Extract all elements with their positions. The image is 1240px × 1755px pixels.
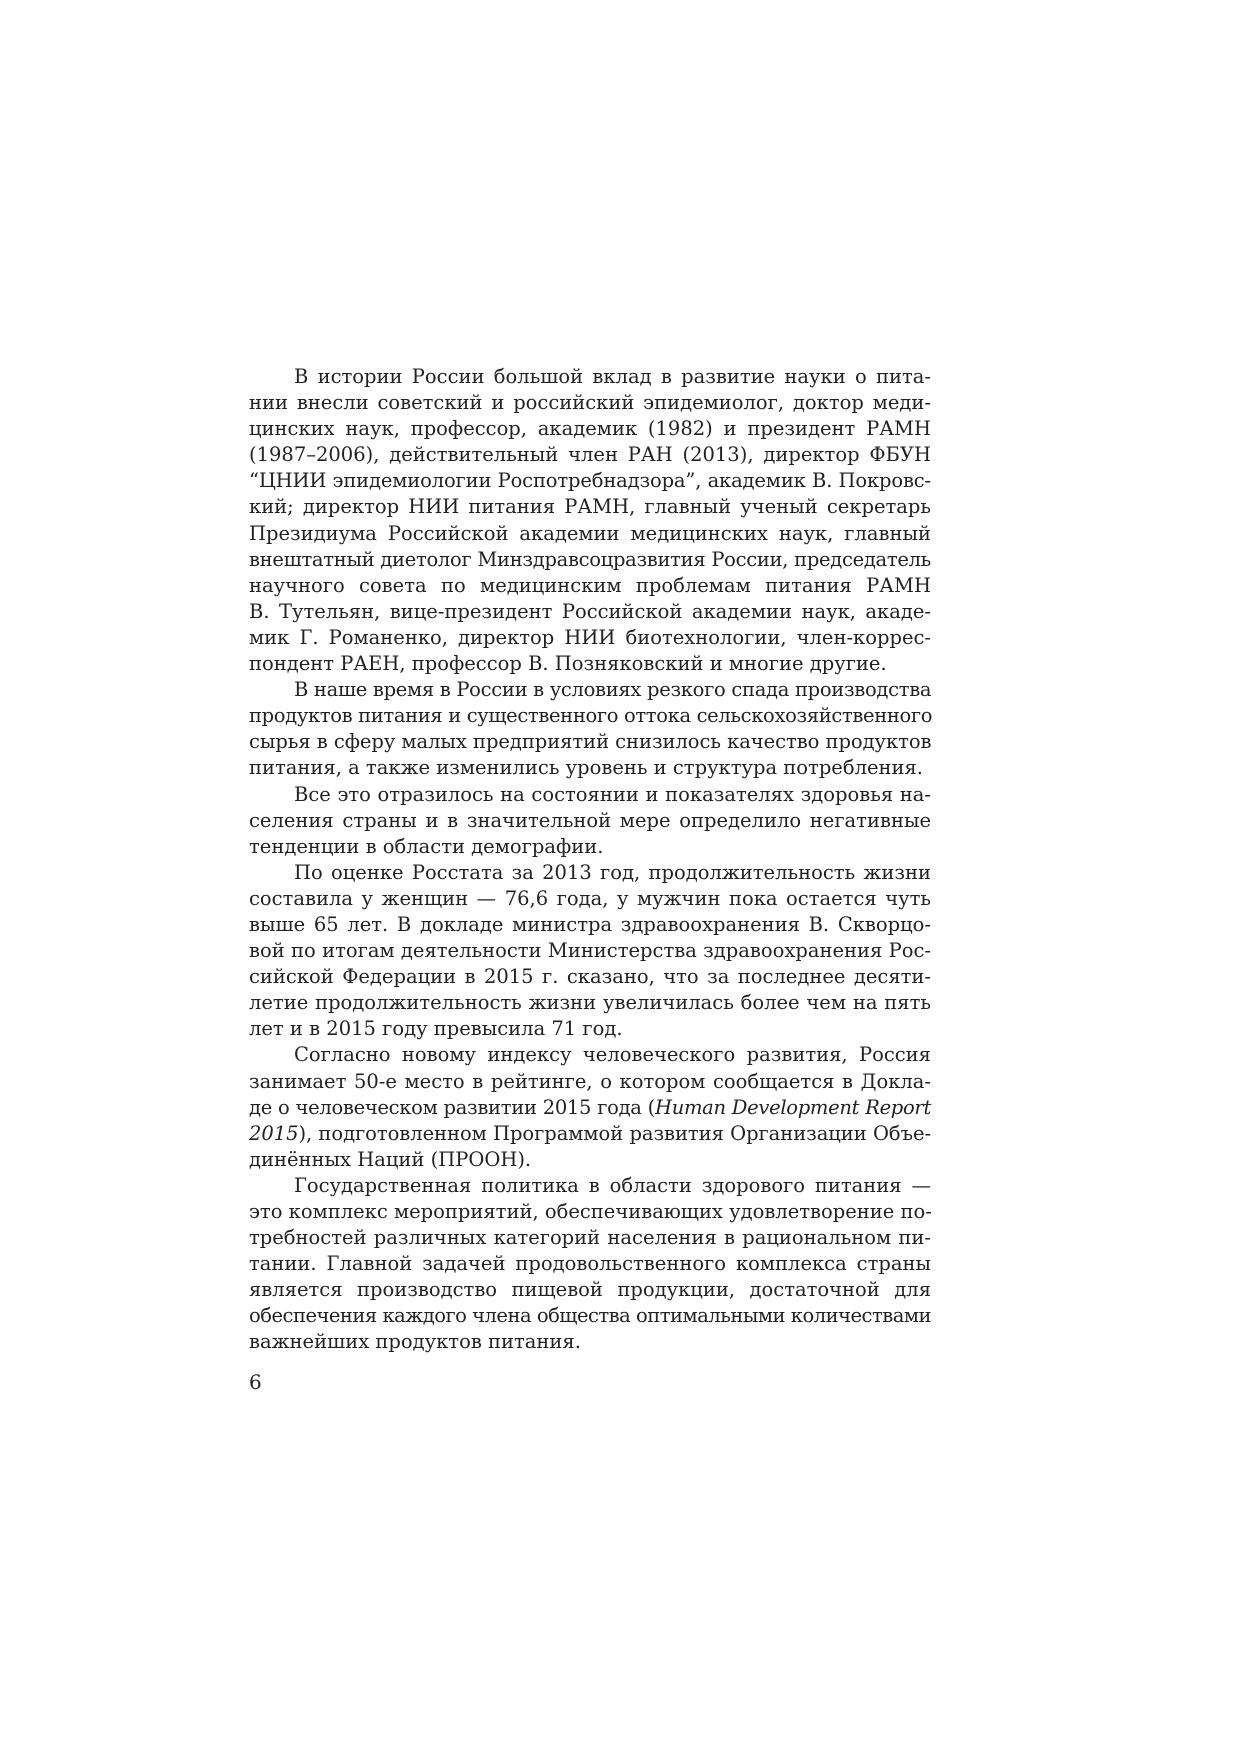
page-number: 6 xyxy=(249,1370,262,1394)
text-line: требностей различных категорий населения в рациональном пи- xyxy=(249,1226,931,1250)
text-line: В истории России большой вклад в развитие науки о пита- xyxy=(294,365,931,388)
text-line: В наше время в России в условиях резкого спада производства xyxy=(294,678,932,702)
text-line: вой по итогам деятельности Министерства здравоохранения Рос- xyxy=(249,939,931,963)
text-line: Согласно новому индексу человеческого развития, Россия xyxy=(294,1043,931,1067)
text-line: летие продолжительность жизни увеличилась более чем на пять xyxy=(249,991,931,1015)
paragraph xyxy=(249,782,931,860)
italic-report-year: 2015 xyxy=(249,1121,299,1145)
text-line: является производство пищевой продукции, достаточной для xyxy=(249,1278,931,1302)
text-line: Президиума Российской академии медицинских наук, главный xyxy=(249,521,931,545)
text-line: кий; директор НИИ питания РАМН, главный ученый секретарь xyxy=(249,495,931,519)
text-line: По оценке Росстата за 2013 год, продолжительность жизни xyxy=(294,860,931,884)
text-line: выше 65 лет. В докладе министра здравоохранения В. Скворцо- xyxy=(249,912,931,936)
text-line: пондент РАЕН, профессор В. Позняковский и многие другие. xyxy=(249,652,887,676)
text-line: это комплекс мероприятий, обеспечивающих удовлетворение по- xyxy=(249,1200,932,1223)
paragraph xyxy=(249,677,931,781)
text-line: мик Г. Романенко, директор НИИ биотехнологии, член-коррес- xyxy=(249,625,931,649)
text-line: “ЦНИИ эпидемиологии Роспотребнадзора”, академик В. Покровс- xyxy=(249,469,931,493)
text-line: цинских наук, профессор, академик (1982) и президент РАМН xyxy=(249,417,931,441)
text-line xyxy=(249,1095,931,1121)
text-segment: де о человеческом развитии 2015 года ( xyxy=(249,1095,655,1119)
text-line: сийской Федерации в 2015 г. сказано, что за последнее десяти- xyxy=(249,965,931,989)
text-line: селения страны и в значительной мере определило негативные xyxy=(249,808,931,832)
body-text xyxy=(249,364,931,1356)
text-line: продуктов питания и существенного оттока сельскохозяйственного xyxy=(249,704,933,728)
text-line: занимает 50-е место в рейтинге, о котором сообщается в Докла- xyxy=(249,1069,931,1093)
text-line: обеспечения каждого члена общества оптимальными количествами xyxy=(249,1304,931,1328)
text-line: научного совета по медицинским проблемам питания РАМН xyxy=(249,573,931,597)
text-line: В. Тутельян, вице-президент Российской академии наук, акаде- xyxy=(249,599,931,623)
paragraph xyxy=(249,860,931,1043)
text-line: нии внесли советский и российский эпидемиолог, доктор меди- xyxy=(249,391,931,415)
text-segment: ), подготовленном Программой развития Организации Объе- xyxy=(298,1121,931,1145)
paragraph xyxy=(249,364,931,677)
paragraph xyxy=(249,1173,931,1356)
text-line: Государственная политика в области здорового питания — xyxy=(294,1173,931,1197)
text-line: лет и в 2015 году превысила 71 год. xyxy=(249,1017,623,1041)
text-line: важнейших продуктов питания. xyxy=(249,1330,581,1354)
text-line: тенденции в области демографии. xyxy=(249,834,604,858)
text-line: составила у женщин — 76,6 года, у мужчин пока остается чуть xyxy=(249,886,931,910)
text-line: (1987–2006), действительный член РАН (2013), директор ФБУН xyxy=(249,443,931,467)
italic-report-title: Human Development Report xyxy=(654,1095,931,1119)
text-line: тании. Главной задачей продовольственного комплекса страны xyxy=(249,1252,931,1276)
text-line: питания, а также изменились уровень и структура потребления. xyxy=(249,756,924,780)
text-line: динённых Наций (ПРООН). xyxy=(249,1147,532,1171)
paragraph xyxy=(249,1042,931,1172)
text-line xyxy=(249,1121,931,1147)
text-line: внештатный диетолог Минздравсоцразвития России, председатель xyxy=(249,547,931,571)
text-line: сырья в сферу малых предприятий снизилось качество продуктов xyxy=(249,730,932,754)
text-line: Все это отразилось на состоянии и показателях здоровья на- xyxy=(294,782,931,806)
